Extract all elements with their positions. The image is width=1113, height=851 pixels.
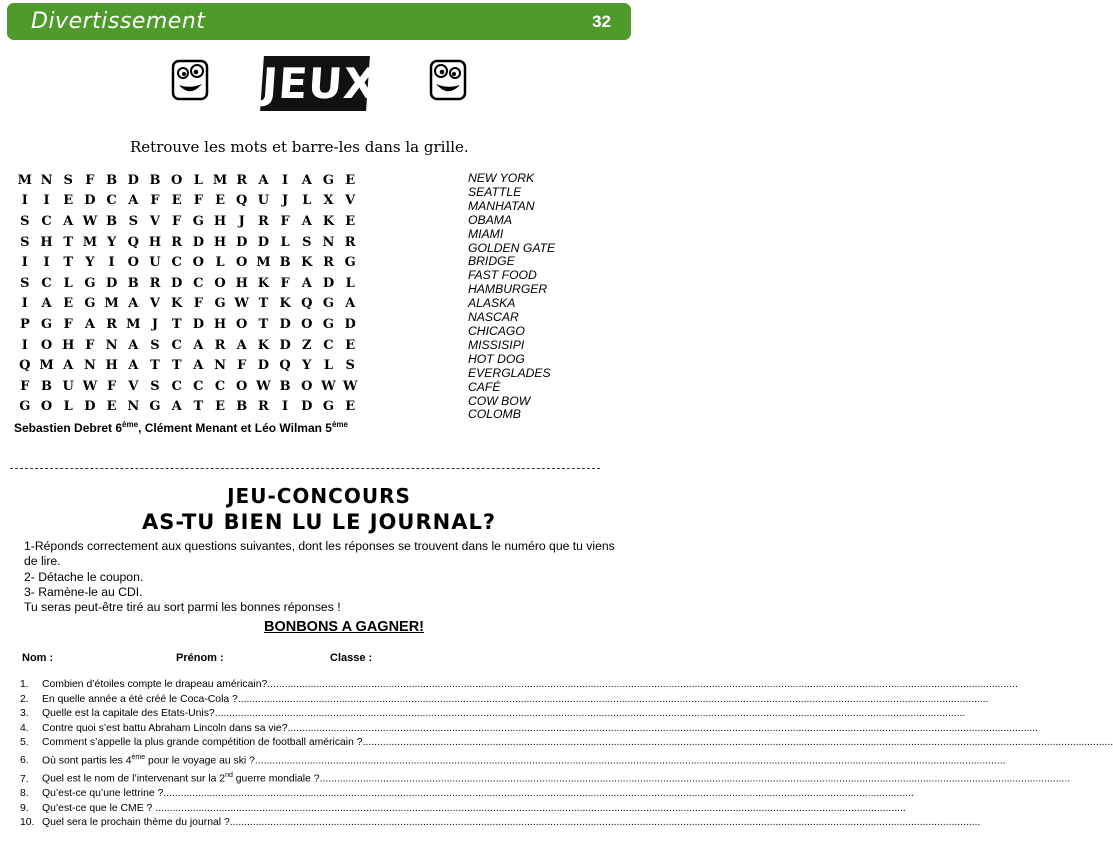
answer-line[interactable]: .................................................................................................................................................................................................................................................................... xyxy=(362,737,1113,749)
grid-cell: H xyxy=(105,358,118,374)
grid-cell: E xyxy=(345,213,356,229)
answer-line[interactable]: .................................................................................................................................................................................................................................................................... xyxy=(267,679,1018,690)
grid-cell: A xyxy=(63,213,74,229)
grid-cell: R xyxy=(171,234,183,250)
grid-cell: C xyxy=(323,337,334,353)
grid-cell: G xyxy=(344,255,356,271)
grid-cell: L xyxy=(280,234,290,250)
grid-cell: C xyxy=(193,275,204,291)
grid-cell: F xyxy=(193,193,203,209)
grid-cell: D xyxy=(322,275,335,291)
grid-cell: Q xyxy=(279,358,291,374)
grid-cell: C xyxy=(106,193,117,209)
question-list xyxy=(20,678,1113,831)
grid-cell: F xyxy=(85,172,95,188)
grid-cell: T xyxy=(258,296,269,312)
question-text: En quelle année a été créé le Coca-Cola ? xyxy=(42,693,238,705)
grid-cell: Q xyxy=(301,296,313,312)
grid-cell: J xyxy=(282,193,289,209)
word-item: MANHATAN xyxy=(468,198,535,213)
grid-cell: C xyxy=(193,378,204,394)
question-text: Quel sera le prochain thème du journal ? xyxy=(42,817,230,829)
grid-cell: P xyxy=(19,316,30,332)
grid-cell: M xyxy=(212,172,228,188)
word-item: COW BOW xyxy=(468,393,531,408)
grid-cell: V xyxy=(345,193,356,209)
grid-cell: L xyxy=(302,193,312,209)
grid-cell: C xyxy=(171,255,182,271)
header-bar xyxy=(7,3,631,40)
grid-row xyxy=(14,191,361,212)
grid-row xyxy=(14,335,361,356)
grid-cell: E xyxy=(215,193,225,209)
grid-cell: W xyxy=(256,378,271,394)
grid-cell: O xyxy=(214,275,226,291)
grid-cell: A xyxy=(128,296,139,312)
grid-cell: R xyxy=(236,172,248,188)
grid-cell: B xyxy=(106,172,118,188)
question-number: 7. xyxy=(20,773,29,785)
grid-cell: A xyxy=(301,172,312,188)
grid-cell: T xyxy=(171,316,182,332)
grid-cell: S xyxy=(63,172,73,188)
grid-cell: Q xyxy=(236,193,248,209)
word-search-grid xyxy=(14,170,361,417)
grid-cell: C xyxy=(214,378,226,394)
word-item: CHICAGO xyxy=(468,323,525,338)
grid-cell: K xyxy=(301,255,313,271)
grid-cell: R xyxy=(258,399,269,415)
grid-cell: W xyxy=(321,378,336,394)
grid-cell: R xyxy=(214,337,226,353)
grid-cell: R xyxy=(258,213,269,229)
grid-cell: M xyxy=(82,234,98,250)
grid-cell: I xyxy=(282,172,289,188)
grid-cell: S xyxy=(128,213,138,229)
grid-cell: D xyxy=(257,358,270,374)
grid-cell: A xyxy=(236,337,247,353)
question-text: guerre mondiale ? xyxy=(232,773,320,785)
answer-line[interactable]: .................................................................................................................................................................................................................................................................... xyxy=(163,788,914,800)
grid-cell: G xyxy=(149,399,161,415)
grid-cell: K xyxy=(322,213,335,229)
grid-cell: O xyxy=(170,172,183,188)
grid-cell: G xyxy=(192,213,204,229)
grid-cell: E xyxy=(345,399,356,415)
grid-cell: N xyxy=(40,172,53,188)
grid-cell: O xyxy=(236,255,248,271)
grid-cell: M xyxy=(256,255,271,271)
grid-cell: C xyxy=(41,275,52,291)
grid-cell: E xyxy=(171,193,182,209)
grid-cell: Y xyxy=(302,358,312,374)
grid-cell: E xyxy=(106,399,117,415)
grid-cell: E xyxy=(63,193,74,209)
contest-instructions xyxy=(24,539,624,615)
question-number: 9. xyxy=(20,802,29,814)
grid-cell: N xyxy=(214,358,226,374)
grid-cell: B xyxy=(279,255,291,271)
word-item: EVERGLADES xyxy=(468,365,551,380)
grid-cell: H xyxy=(213,234,227,250)
grid-cell: W xyxy=(82,378,98,394)
nom-label: Nom : xyxy=(22,652,54,664)
grid-row xyxy=(14,252,361,273)
grid-cell: T xyxy=(63,234,74,250)
grid-cell: D xyxy=(279,337,291,353)
grid-cell: O xyxy=(40,337,53,353)
grid-cell: F xyxy=(280,213,290,229)
grid-cell: C xyxy=(171,337,182,353)
grid-cell: V xyxy=(128,378,139,394)
grid-cell: M xyxy=(39,358,54,374)
grid-cell: I xyxy=(43,193,50,209)
grid-cell: D xyxy=(279,316,291,332)
grid-row xyxy=(14,273,361,294)
grid-cell: L xyxy=(323,358,334,374)
question-number: 10. xyxy=(20,817,35,829)
grid-cell: A xyxy=(128,193,139,209)
grid-cell: F xyxy=(193,296,203,312)
prize-heading: BONBONS A GAGNER! xyxy=(263,619,425,635)
grid-cell: U xyxy=(149,255,161,271)
answer-line[interactable]: .................................................................................................................................................................................................................................................................... xyxy=(155,802,906,814)
grid-cell: A xyxy=(84,316,95,332)
grid-cell: N xyxy=(105,337,118,353)
grid-cell: Y xyxy=(85,255,95,271)
answer-line[interactable]: .................................................................................................................................................................................................................................................................... xyxy=(287,722,1039,734)
grid-cell: E xyxy=(63,296,74,312)
grid-cell: F xyxy=(237,358,247,374)
grid-cell: A xyxy=(193,358,204,374)
question-row xyxy=(20,722,1039,737)
grid-cell: F xyxy=(85,337,95,353)
grid-cell: S xyxy=(150,337,160,353)
grid-cell: B xyxy=(106,213,118,229)
grid-cell: E xyxy=(215,399,225,415)
question-number: 1. xyxy=(20,679,29,690)
question-row xyxy=(20,802,906,817)
instruction-line: 3- Ramène-le au CDI. xyxy=(24,584,143,599)
grid-cell: W xyxy=(234,296,250,312)
funny-face-icon xyxy=(428,58,468,102)
grid-cell: F xyxy=(20,378,30,394)
grid-cell: U xyxy=(257,193,270,209)
cut-line xyxy=(10,468,600,469)
question-number: 5. xyxy=(20,737,29,749)
grid-cell: V xyxy=(149,296,161,312)
grid-cell: B xyxy=(149,172,161,188)
grid-cell: M xyxy=(126,316,141,332)
word-item: GOLDEN GATE xyxy=(468,240,556,255)
grid-cell: G xyxy=(322,316,335,332)
question-text: Qu’est-ce qu’une lettrine ? xyxy=(42,788,164,800)
question-row xyxy=(20,693,989,708)
grid-cell: H xyxy=(148,234,162,250)
funny-face-icon xyxy=(170,58,210,102)
grid-cell: S xyxy=(20,275,30,291)
grid-cell: I xyxy=(21,255,28,271)
question-text: Quelle est la capitale des Etats-Unis? xyxy=(42,708,215,720)
instruction-line: Tu seras peut-être tiré au sort parmi les bonnes réponses ! xyxy=(24,600,341,615)
grid-cell: G xyxy=(84,296,96,312)
grid-cell: D xyxy=(84,399,96,415)
contest-subtitle: AS-TU BIEN LU LE JOURNAL? xyxy=(141,510,497,534)
answer-line[interactable]: .................................................................................................................................................................................................................................................................... xyxy=(254,755,1006,767)
grid-cell: U xyxy=(62,378,74,394)
word-item: FAST FOOD xyxy=(468,268,537,283)
grid-cell: Y xyxy=(106,234,117,250)
grid-cell: J xyxy=(151,316,159,332)
grid-row xyxy=(14,314,361,335)
question-sup: nd xyxy=(225,772,233,780)
grid-cell: B xyxy=(279,378,291,394)
grid-cell: D xyxy=(127,172,139,188)
question-number: 8. xyxy=(20,788,29,800)
grid-cell: G xyxy=(322,399,335,415)
grid-cell: X xyxy=(323,193,334,209)
grid-cell: F xyxy=(63,316,73,332)
grid-cell: H xyxy=(235,275,248,291)
grid-cell: R xyxy=(344,234,356,250)
word-item: BRIDGE xyxy=(468,254,515,269)
grid-cell: R xyxy=(149,275,161,291)
grid-cell: A xyxy=(63,358,74,374)
word-list xyxy=(468,172,555,422)
question-text: Combien d’étoiles compte le drapeau américain? xyxy=(42,679,268,690)
word-item: CAFÉ xyxy=(468,379,501,394)
question-row xyxy=(20,736,1113,751)
grid-cell: A xyxy=(301,275,312,291)
credits-text: , Clément Menant et Léo Wilman 5 xyxy=(138,421,332,435)
grid-cell: S xyxy=(345,358,355,374)
grid-cell: A xyxy=(301,213,312,229)
question-row xyxy=(20,678,1018,693)
grid-cell: G xyxy=(322,172,335,188)
grid-cell: A xyxy=(193,337,204,353)
grid-cell: T xyxy=(258,316,269,332)
grid-cell: O xyxy=(40,399,53,415)
grid-cell: L xyxy=(63,399,73,415)
grid-cell: I xyxy=(282,399,289,415)
grid-cell: K xyxy=(279,296,291,312)
question-number: 2. xyxy=(20,693,29,705)
grid-cell: B xyxy=(236,399,248,415)
grid-cell: F xyxy=(280,275,290,291)
grid-cell: D xyxy=(236,234,248,250)
credits xyxy=(14,420,348,435)
answer-line[interactable]: .................................................................................................................................................................................................................................................................... xyxy=(237,693,989,705)
grid-cell: S xyxy=(302,234,312,250)
grid-cell: V xyxy=(149,213,161,229)
grid-cell: K xyxy=(171,296,183,312)
grid-cell: Q xyxy=(127,234,139,250)
question-text: pour le voyage au ski ? xyxy=(145,755,255,767)
grid-cell: I xyxy=(21,337,28,353)
question-row xyxy=(20,769,1071,787)
grid-cell: J xyxy=(238,213,245,229)
grid-cell: L xyxy=(215,255,225,271)
grid-cell: T xyxy=(63,255,74,271)
grid-cell: O xyxy=(236,378,248,394)
grid-cell: H xyxy=(213,316,227,332)
grid-cell: F xyxy=(172,213,182,229)
grid-cell: C xyxy=(171,378,182,394)
grid-row xyxy=(14,211,361,232)
word-item: MIAMI xyxy=(468,226,504,241)
grid-cell: D xyxy=(84,193,96,209)
grid-cell: I xyxy=(21,296,28,312)
grid-cell: A xyxy=(258,172,269,188)
grid-cell: S xyxy=(150,378,160,394)
question-number: 4. xyxy=(20,722,29,734)
grid-cell: I xyxy=(21,193,28,209)
question-sup: ème xyxy=(131,753,146,761)
word-search-instruction: Retrouve les mots et barre-les dans la grille. xyxy=(130,138,469,156)
grid-cell: D xyxy=(344,316,356,332)
question-text: Comment s’appelle la plus grande compétition de football américain ? xyxy=(42,737,363,749)
grid-cell: D xyxy=(105,275,118,291)
grid-cell: G xyxy=(322,296,335,312)
credits-sup: ème xyxy=(122,420,139,429)
question-row xyxy=(20,816,981,831)
question-text: Quel est le nom de l’intervenant sur la 2 xyxy=(42,773,226,785)
grid-cell: O xyxy=(301,378,313,394)
grid-cell: L xyxy=(345,275,355,291)
grid-cell: Z xyxy=(302,337,312,353)
word-item: ALASKA xyxy=(468,296,516,311)
grid-row xyxy=(14,170,361,191)
grid-cell: E xyxy=(345,172,356,188)
grid-cell: T xyxy=(171,358,182,374)
grid-cell: R xyxy=(323,255,334,271)
grid-cell: G xyxy=(84,275,96,291)
section-label: Divertissement xyxy=(31,9,206,34)
grid-cell: T xyxy=(193,399,204,415)
grid-cell: A xyxy=(128,337,139,353)
grid-cell: F xyxy=(106,378,117,394)
grid-cell: Q xyxy=(19,358,31,374)
instruction-line: 1-Réponds correctement aux questions suivantes, dont les réponses se trouvent dans le numéro que tu viens de lire. xyxy=(24,539,615,569)
grid-cell: H xyxy=(213,213,227,229)
grid-cell: N xyxy=(83,358,96,374)
word-item: HOT DOG xyxy=(468,351,525,366)
grid-cell: L xyxy=(63,275,73,291)
word-item: HAMBURGER xyxy=(468,282,548,297)
question-text: Qu’est-ce que le CME ? xyxy=(42,802,156,814)
grid-cell: R xyxy=(106,316,117,332)
answer-line[interactable]: .................................................................................................................................................................................................................................................................... xyxy=(319,773,1071,785)
question-number: 3. xyxy=(20,708,29,720)
question-text: Où sont partis les 4 xyxy=(42,755,132,767)
grid-cell: O xyxy=(236,316,248,332)
games-title: JEUX xyxy=(260,56,370,111)
word-item: COLOMB xyxy=(468,407,521,422)
word-item: SEATTLE xyxy=(468,184,522,199)
answer-line[interactable]: .................................................................................................................................................................................................................................................................... xyxy=(214,708,966,720)
grid-cell: D xyxy=(301,399,313,415)
word-item: MISSISIPI xyxy=(468,337,525,352)
grid-cell: L xyxy=(193,172,203,188)
grid-cell: D xyxy=(192,316,204,332)
grid-cell: S xyxy=(20,213,30,229)
grid-cell: D xyxy=(257,234,270,250)
credits-text: Sebastien Debret 6 xyxy=(14,421,123,435)
grid-cell: S xyxy=(20,234,30,250)
grid-cell: B xyxy=(127,275,139,291)
grid-cell: W xyxy=(342,378,358,394)
grid-cell: A xyxy=(128,358,139,374)
grid-cell: K xyxy=(257,337,270,353)
credits-sup: ème xyxy=(331,420,348,429)
contest-title: JEU-CONCOURS xyxy=(227,484,411,508)
grid-cell: A xyxy=(41,296,52,312)
grid-cell: O xyxy=(301,316,313,332)
grid-cell: G xyxy=(40,316,53,332)
classe-label: Classe : xyxy=(330,652,373,664)
grid-cell: N xyxy=(322,234,335,250)
grid-cell: G xyxy=(214,296,226,312)
question-row xyxy=(20,751,1006,769)
grid-cell: H xyxy=(40,234,53,250)
grid-cell: D xyxy=(171,275,183,291)
grid-row xyxy=(14,397,361,418)
grid-cell: G xyxy=(19,399,31,415)
grid-cell: A xyxy=(171,399,182,415)
question-row xyxy=(20,787,914,802)
grid-cell: H xyxy=(62,337,75,353)
grid-cell: D xyxy=(192,234,204,250)
grid-cell: T xyxy=(150,358,160,374)
page-number: 32 xyxy=(592,12,611,31)
grid-cell: O xyxy=(127,255,139,271)
grid-cell: M xyxy=(17,172,33,188)
grid-cell: W xyxy=(82,213,98,229)
grid-cell: C xyxy=(41,213,52,229)
grid-cell: A xyxy=(345,296,356,312)
grid-cell: N xyxy=(127,399,140,415)
grid-cell: I xyxy=(43,255,50,271)
grid-cell: M xyxy=(104,296,119,312)
word-item: NEW YORK xyxy=(468,171,535,185)
instruction-line: 2- Détache le coupon. xyxy=(24,569,144,584)
question-text: Contre quoi s’est battu Abraham Lincoln dans sa vie? xyxy=(42,722,288,734)
grid-cell: K xyxy=(257,275,270,291)
prenom-label: Prénom : xyxy=(176,652,224,664)
answer-line[interactable]: .................................................................................................................................................................................................................................................................... xyxy=(229,817,981,829)
grid-cell: B xyxy=(41,378,53,394)
grid-cell: O xyxy=(192,255,204,271)
question-row xyxy=(20,707,966,722)
grid-row xyxy=(14,376,361,397)
word-item: NASCAR xyxy=(468,310,519,325)
grid-row xyxy=(14,294,361,315)
grid-cell: I xyxy=(108,255,115,271)
grid-row xyxy=(14,355,361,376)
question-number: 6. xyxy=(20,755,29,767)
word-item: OBAMA xyxy=(468,212,513,227)
grid-cell: E xyxy=(345,337,356,353)
grid-cell: F xyxy=(150,193,160,209)
grid-row xyxy=(14,232,361,253)
